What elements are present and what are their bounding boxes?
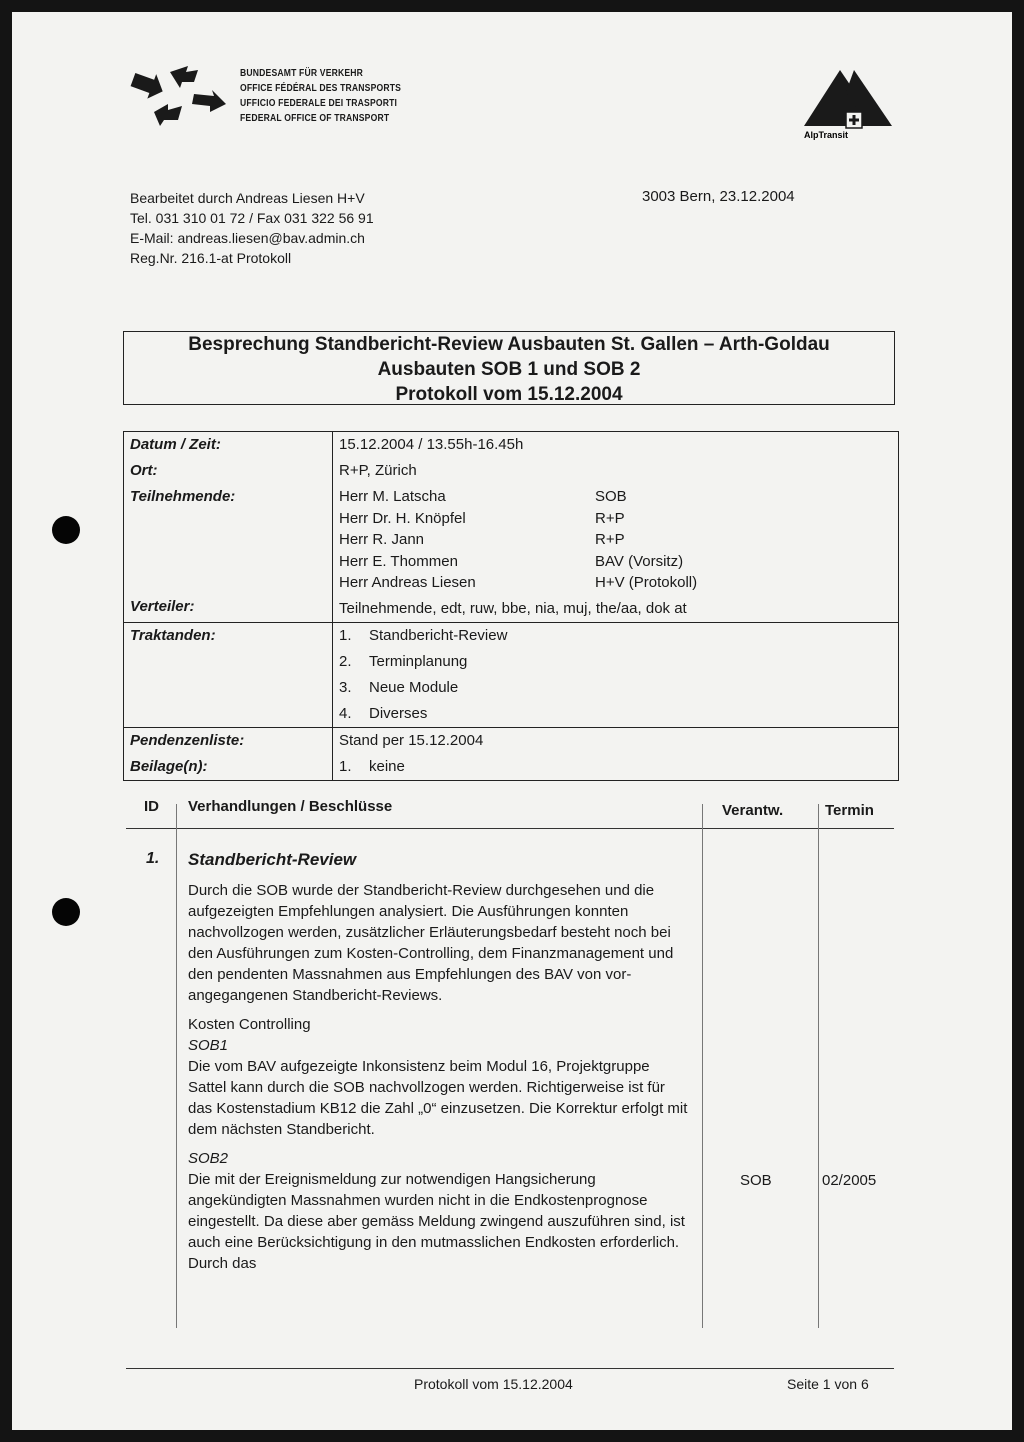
participant-row: Herr E. Thommen BAV (Vorsitz) — [339, 552, 684, 570]
meeting-info-table — [123, 431, 899, 781]
responsible-value: SOB — [740, 1172, 772, 1189]
paragraph-sob2: Die mit der Ereignismeldung zur notwendigen Hangsicherung angekündigten Massnahmen wurden nicht in die Endkostenprognose eingestellt. Da diese aber gemäss Meldung zwingend auszuführen sind, ist auch eine Berücksichtigung in den mutmasslichen Endkosten erforderlich. Durch das — [188, 1171, 685, 1272]
verteiler-label: Verteiler: — [130, 598, 195, 615]
teilnehmende-label: Teilnehmende: — [130, 488, 236, 505]
title-line-3: Protokoll vom 15.12.2004 — [395, 384, 623, 405]
col-header-responsible: Verantw. — [722, 802, 784, 819]
column-divider — [818, 804, 819, 1328]
alptransit-logo — [796, 68, 896, 140]
paragraph-sob1: Die vom BAV aufgezeigte Inkonsistenz beim Modul 16, Projektgruppe Sattel kann durch die SOB nachvollzogen werden. Richtigerweise ist für das Kostenstadium KB12 die Zahl „0“ einzusetzen. Die Korrektur erfolgt mit dem nächsten Standbericht. — [188, 1058, 688, 1138]
column-divider — [702, 804, 703, 1328]
pendenzen-value: Stand per 15.12.2004 — [339, 731, 484, 749]
paragraph-intro: Durch die SOB wurde der Standbericht-Review durchgesehen und die aufgezeigten Empfehlungen analysiert. Die Ausführungen konnten nachvollzogen werden, zusätzlicher Erläuterungsbedarf besteht noch bei den Ausführungen zum Kosten-Controlling, dem Finanzmanagement und den pendenten Massnahmen aus Empfehlungen des BAV von vorangegangenen Standbericht-Reviews. — [188, 882, 674, 1004]
document-page — [12, 12, 1012, 1430]
page-number: Seite 1 von 6 — [787, 1376, 869, 1392]
agenda-item: 2. Terminplanung — [339, 652, 468, 670]
participant-row: Herr Dr. H. Knöpfel R+P — [339, 509, 625, 527]
subheading-sob2: SOB2 — [188, 1150, 229, 1167]
reg-number-line: Reg.Nr. 216.1-at Protokoll — [130, 250, 292, 266]
place-date: 3003 Bern, 23.12.2004 — [642, 188, 795, 205]
title-line-2: Ausbauten SOB 1 und SOB 2 — [377, 359, 641, 380]
column-divider — [176, 804, 177, 1328]
beilage-label: Beilage(n): — [130, 757, 208, 775]
item-title: Standbericht-Review — [188, 850, 357, 869]
pendenzen-label: Pendenzenliste: — [130, 731, 245, 749]
datum-value: 15.12.2004 / 13.55h-16.45h — [339, 436, 524, 453]
author-line: Bearbeitet durch Andreas Liesen H+V — [130, 190, 365, 206]
svg-text:AlpTransit: AlpTransit — [804, 130, 849, 140]
agency-name: BUNDESAMT FÜR VERKEHR OFFICE FÉDÉRAL DES TRANSPORTS UFFICIO FEDERALE DEI TRASPORTI FEDERAL OFFICE OF TRANSPORT — [240, 68, 402, 124]
phone-line: Tel. 031 310 01 72 / Fax 031 322 56 91 — [130, 210, 374, 226]
agenda-item: 3. Neue Module — [339, 678, 459, 696]
traktanden-label: Traktanden: — [130, 626, 216, 644]
subheading-sob1: SOB1 — [188, 1037, 229, 1054]
contact-block — [130, 188, 374, 268]
col-header-deadline: Termin — [825, 802, 874, 819]
agenda-item: 1. Standbericht-Review — [339, 626, 508, 644]
datum-label: Datum / Zeit: — [130, 436, 221, 453]
agenda-item: 4. Diverses — [339, 704, 428, 722]
participant-row: Herr Andreas Liesen H+V (Protokoll) — [339, 574, 698, 591]
col-header-main: Verhandlungen / Beschlüsse — [188, 798, 393, 815]
participant-row: Herr M. Latscha SOB — [339, 488, 627, 505]
document-title-box — [123, 331, 895, 405]
participant-row: Herr R. Jann R+P — [339, 531, 625, 548]
punch-hole-bottom — [52, 898, 80, 926]
section-heading: Kosten Controlling — [188, 1016, 311, 1033]
email-line: E-Mail: andreas.liesen@bav.admin.ch — [130, 230, 365, 246]
punch-hole-top — [52, 516, 80, 544]
item-id: 1. — [146, 850, 160, 867]
footer-title: Protokoll vom 15.12.2004 — [414, 1376, 573, 1392]
header-rule — [126, 828, 894, 829]
deadline-value: 02/2005 — [822, 1172, 877, 1189]
col-header-id: ID — [144, 798, 159, 815]
verteiler-value: Teilnehmende, edt, ruw, bbe, nia, muj, the/aa, dok at — [339, 599, 687, 617]
title-line-1: Besprechung Standbericht-Review Ausbauten St. Gallen – Arth-Goldau — [188, 334, 830, 355]
beilage-value: 1. keine — [339, 757, 405, 775]
ort-label: Ort: — [130, 462, 158, 479]
minutes-body — [188, 880, 688, 1274]
participant-list — [339, 484, 892, 596]
ort-value: R+P, Zürich — [339, 462, 417, 479]
federal-office-logo — [130, 64, 232, 128]
footer-rule — [126, 1368, 894, 1369]
